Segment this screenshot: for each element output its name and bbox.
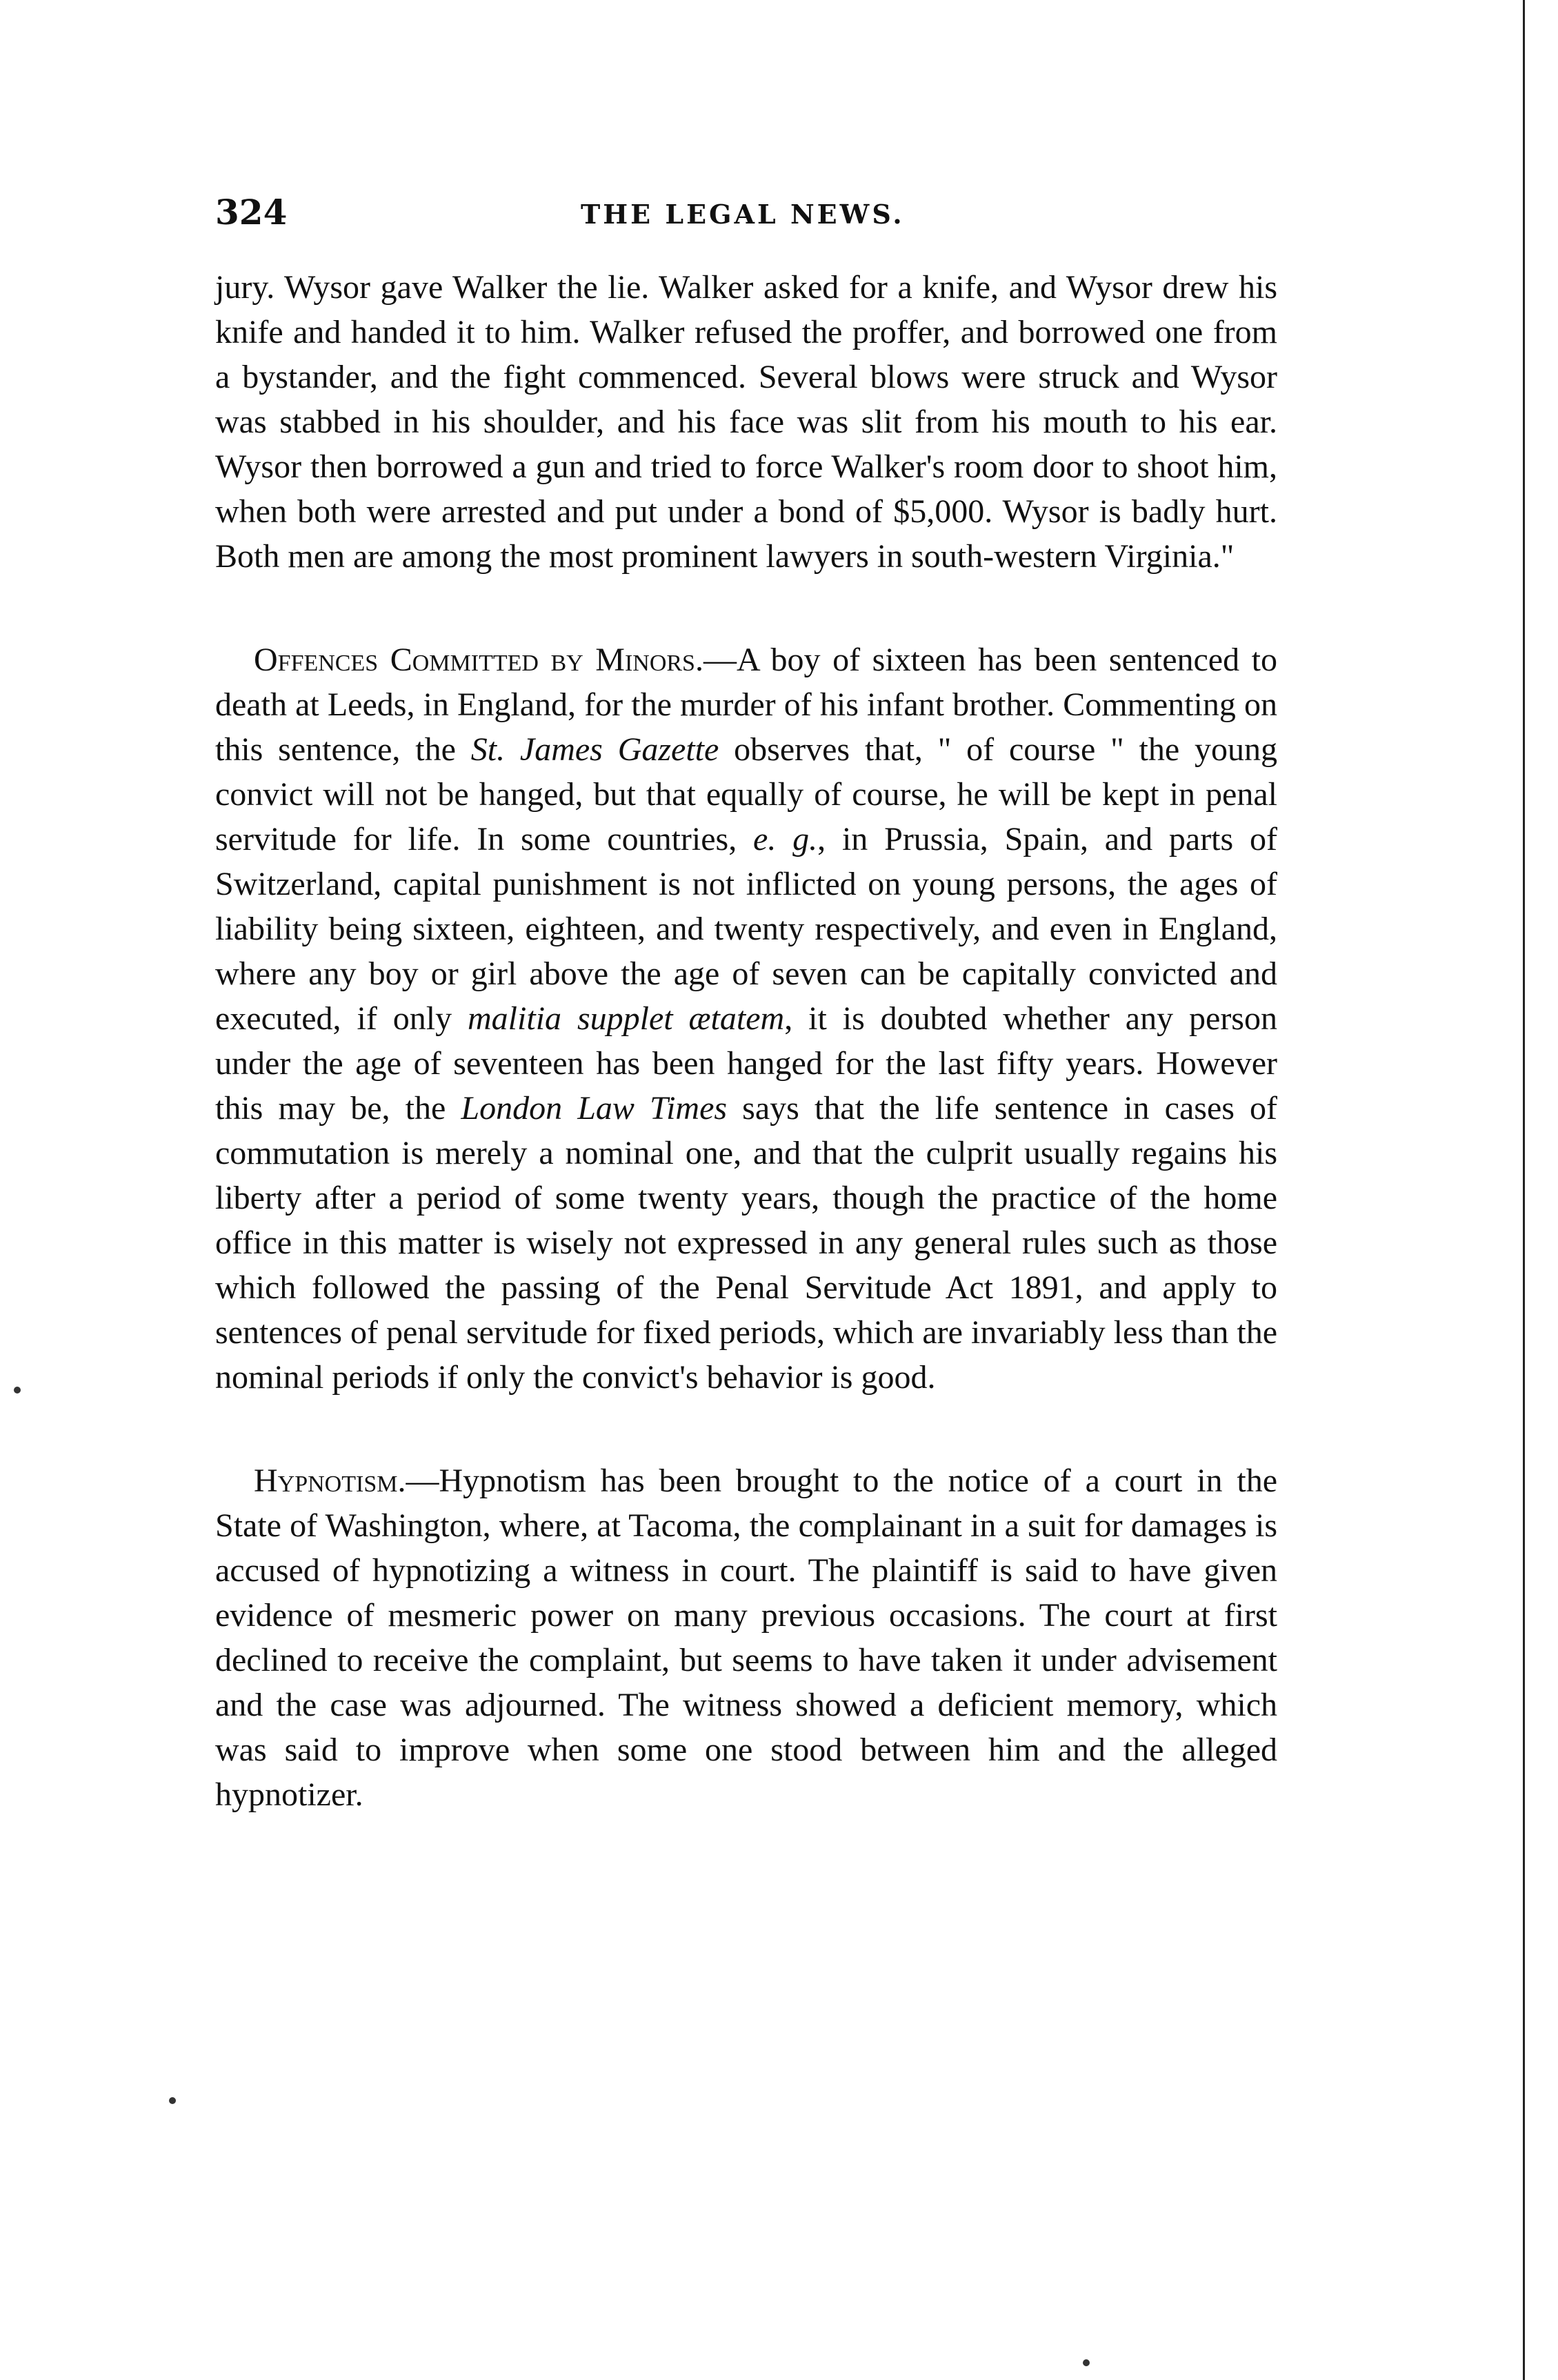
paragraph-hypnotism (215, 1458, 1277, 1817)
paragraph-offences-by-minors (215, 637, 1277, 1400)
scan-edge-line (1523, 0, 1525, 2380)
page-number: 324 (215, 192, 288, 232)
italic-e-g: e. g. (753, 821, 818, 857)
paragraph-text: jury. Wysor gave Walker the lie. Walker asked for a knife, and Wysor drew his knife and handed it to him. Walker refused the proffer, and borrowed one from a bystander, and the fight commenced. Several blows were struck and Wysor was stabbed in his shoulder, and his face was slit from his mouth to his ear. Wysor then borrowed a gun and tried to force Walker's room door to shoot him, when both were arrested and put under a bond of $5,000. Wysor is badly hurt. Both men are among the most prominent lawyers in south-western Virginia." (215, 269, 1277, 575)
paragraph-text: , in Prussia, Spain, and parts of Switzerland, capital punishment is not inflicted on young persons, the ages of liability being sixteen, eighteen, and twenty respectively, and even in England, where any boy or girl above the age of seven can be capitally convicted and executed, if only (215, 821, 1277, 1037)
italic-st-james-gazette: St. James Gazette (470, 731, 719, 768)
section-heading-offences: Offences Committed by Minors. (254, 642, 703, 678)
body-text (215, 265, 1277, 1817)
paragraph-text: says that the life sentence in cases of commutation is merely a nominal one, and that the culprit usually regains his liberty after a period of some twenty years, though the practice of the home office in this matter is wisely not expressed in any general rules such as those which followed the passing of the Penal Servitude Act 1891, and apply to sentences of penal servitude for fixed periods, which are invariably less than the nominal periods if only the convict's behavior is good. (215, 1090, 1278, 1396)
scan-speck (14, 1387, 21, 1394)
paragraph-text: , it is doubted whether any person under the age of seventeen has been hanged for the last fifty years. However this may be, the (215, 1000, 1277, 1127)
scan-speck (169, 2097, 176, 2104)
scan-speck (1083, 2359, 1090, 2366)
italic-malitia-supplet-aetatem: malitia supplet ætatem (468, 1000, 785, 1037)
paragraph-text: observes that, " of course " the young convict will not be hanged, but that equally of course, he will be kept in penal servitude for life. In some countries, (215, 731, 1278, 857)
heading-dash: — (406, 1462, 439, 1499)
heading-dash: — (703, 642, 737, 678)
running-title: THE LEGAL NEWS. (581, 199, 905, 230)
paragraph-text: A boy of sixteen has been sentenced to death at Leeds, in England, for the murder of his infant brother. Commenting on this sentence, the (215, 642, 1278, 768)
page-header (215, 185, 1277, 240)
paragraph-continuation (215, 265, 1277, 579)
paragraph-text: Hypnotism has been brought to the notice of a court in the State of Washington, where, at Tacoma, the complainant in a suit for damages is accused of hypnotizing a witness in court. The plaintiff is said to have given evidence of mesmeric power on many previous occasions. The court at first declined to receive the complaint, but seems to have taken it under advisement and the case was adjourned. The witness showed a deficient memory, which was said to improve when some one stood between him and the alleged hypnotizer. (215, 1462, 1277, 1813)
italic-london-law-times: London Law Times (461, 1090, 728, 1127)
section-heading-hypnotism: Hypnotism. (254, 1462, 406, 1499)
